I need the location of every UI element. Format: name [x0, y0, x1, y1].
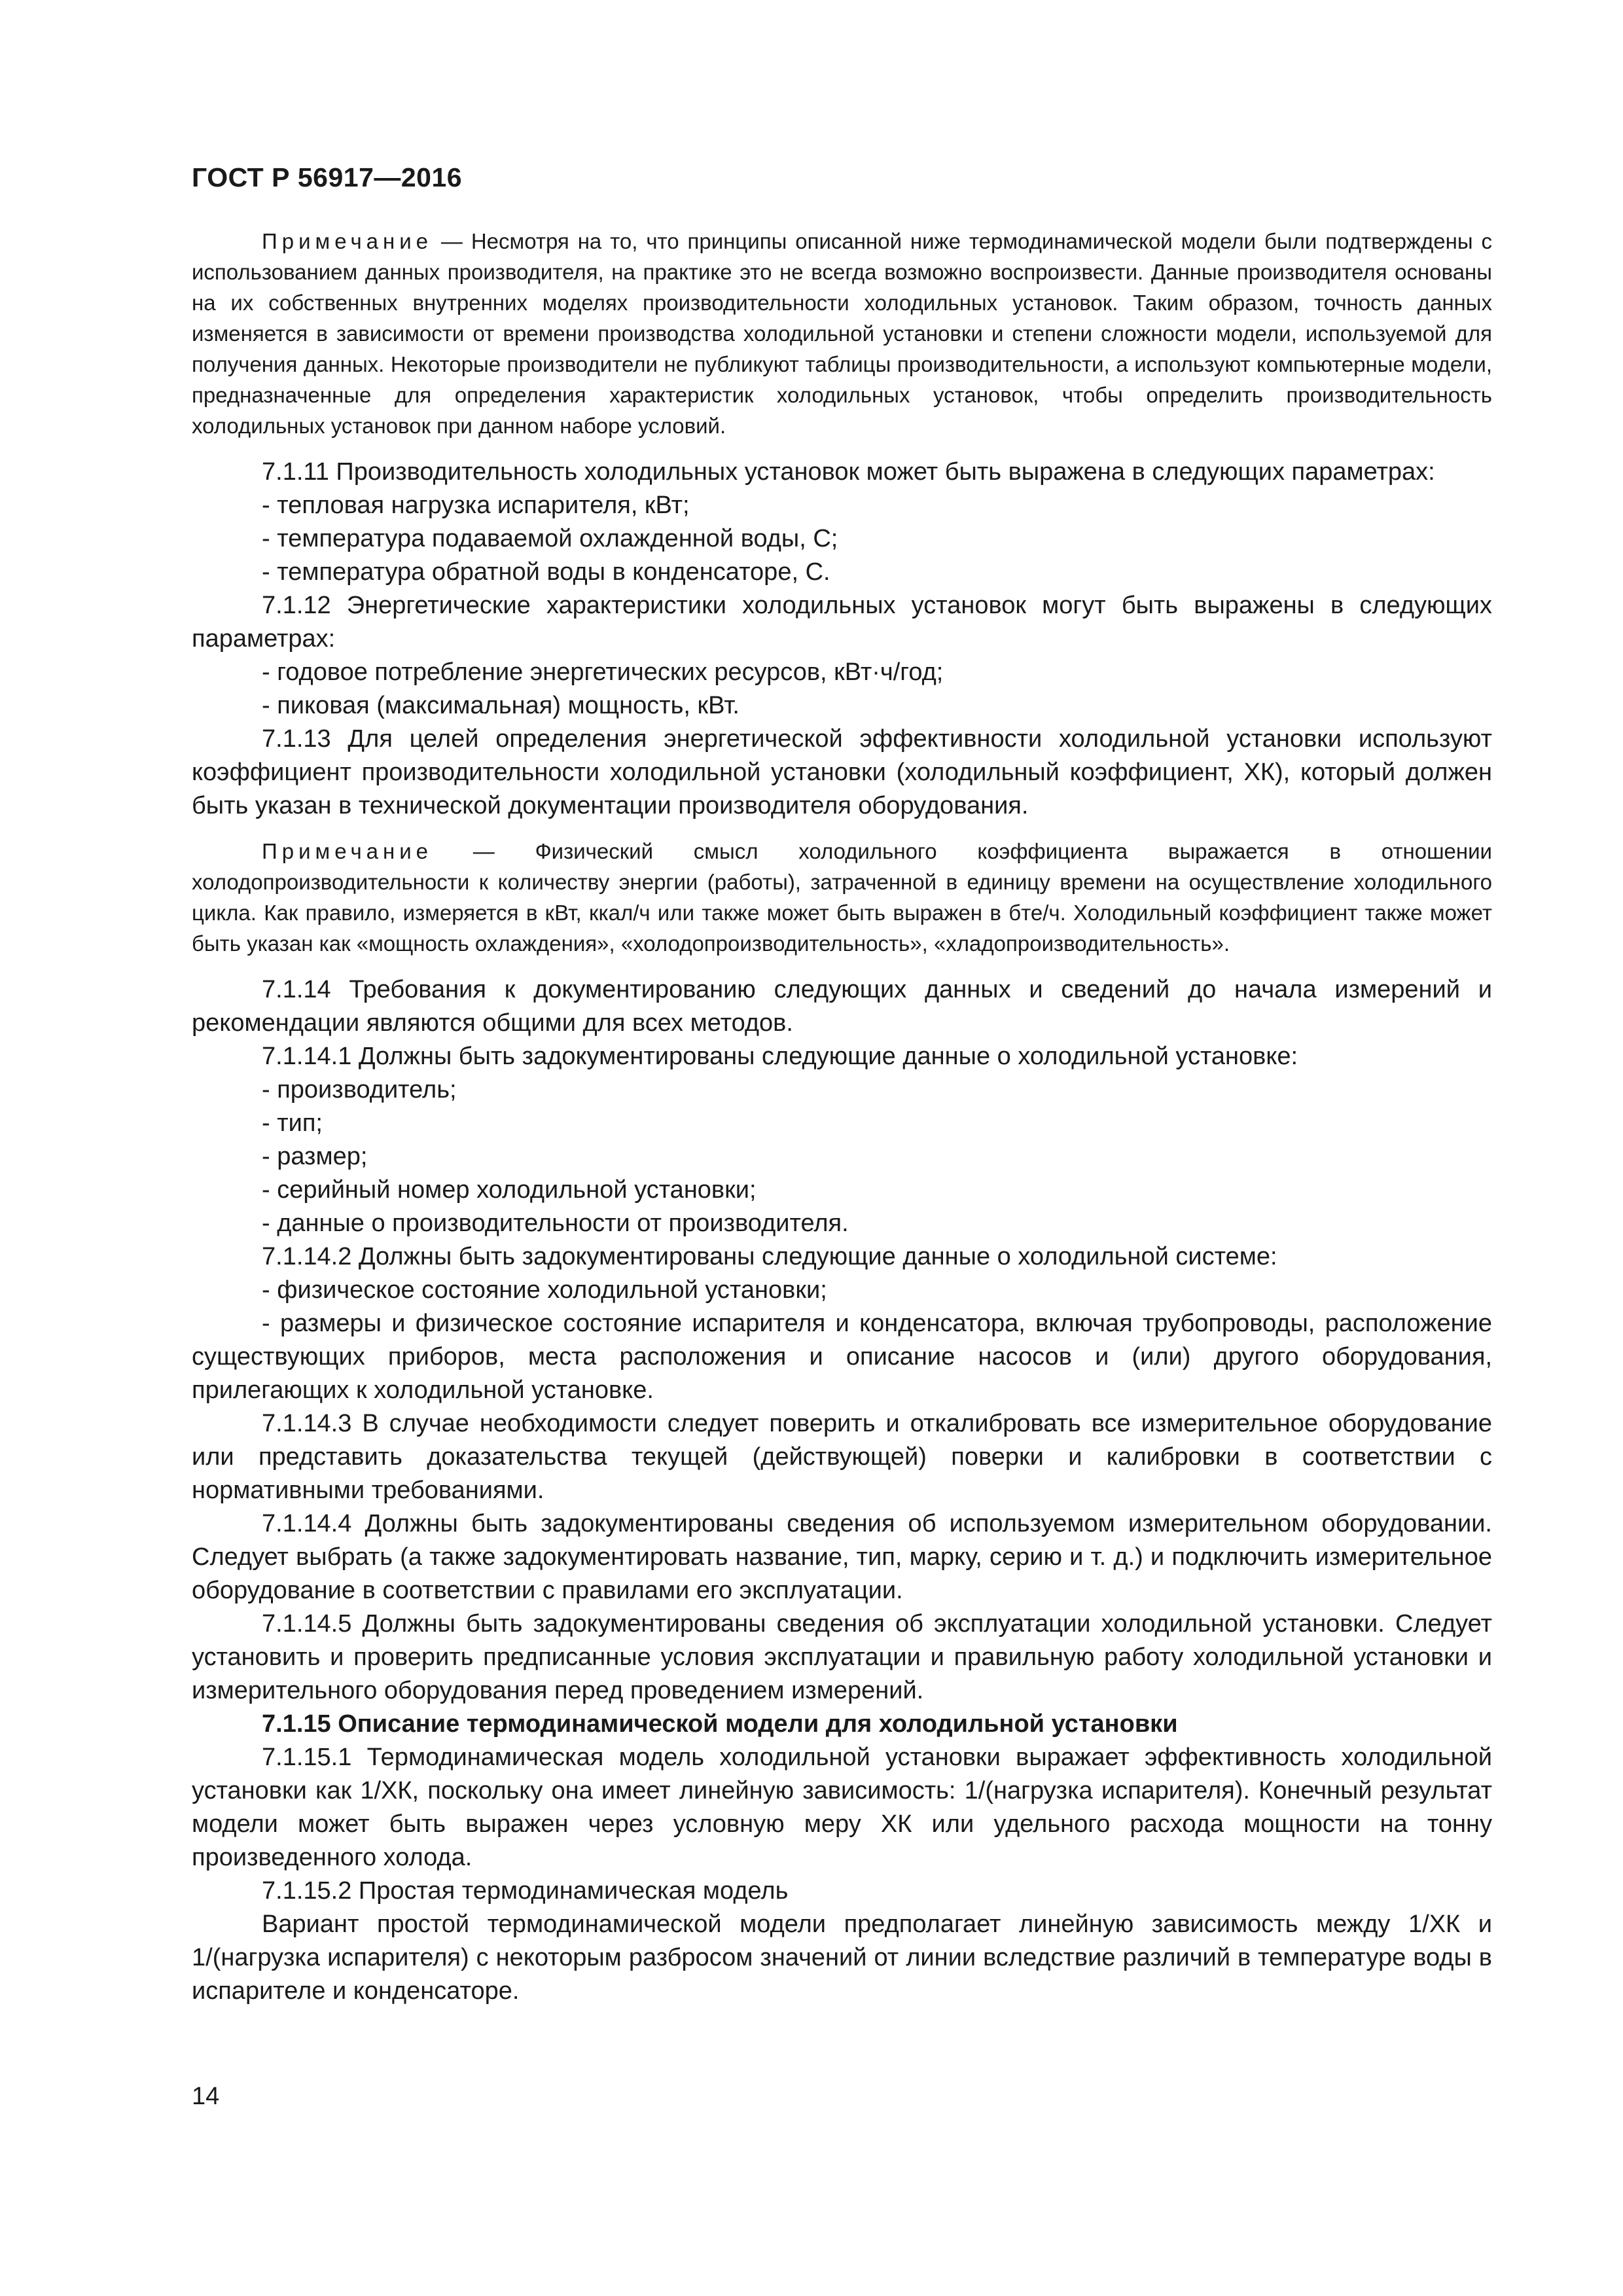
- section-7-1-14-1: 7.1.14.1 Должны быть задокументированы следующие данные о холодильной установке:: [262, 1043, 1298, 1070]
- section-7-1-13: 7.1.13 Для целей определения энергетической эффективности холодильной установки используют коэффициент производительности холодильной установки (холодильный коэффициент, ХК), который должен быть указан в технической документации производителя оборудования.: [192, 725, 1492, 819]
- list-item: - годовое потребление энергетических ресурсов, кВт·ч/год;: [262, 658, 944, 686]
- list-item: - данные о производительности от производителя.: [262, 1210, 849, 1237]
- list-item: - серийный номер холодильной установки;: [262, 1176, 757, 1204]
- note-lead: Примечание: [262, 229, 433, 253]
- section-7-1-14-4: 7.1.14.4 Должны быть задокументированы сведения об используемом измерительном оборудовании. Следует выбрать (а также задокументировать название, тип, марку, серию и т. д.) и подключить измерительное оборудование в соответствии с правилами его эксплуатации.: [192, 1510, 1492, 1604]
- list-item: - тепловая нагрузка испарителя, кВт;: [262, 492, 690, 519]
- section-7-1-14: 7.1.14 Требования к документированию следующих данных и сведений до начала измерений и рекомендации являются общими для всех методов.: [192, 976, 1492, 1037]
- list-item: - пиковая (максимальная) мощность, кВт.: [262, 692, 740, 719]
- note-paragraph: [192, 226, 1492, 441]
- list-item: - производитель;: [262, 1076, 457, 1103]
- list-item: - размеры и физическое состояние испарителя и конденсатора, включая трубопроводы, расположение существующих приборов, места расположения и описание насосов и (или) другого оборудования, прилегающих к холодильной установке.: [192, 1310, 1492, 1404]
- document-header: ГОСТ Р 56917—2016: [192, 162, 463, 192]
- section-7-1-15-1: 7.1.15.1 Термодинамическая модель холодильной установки выражает эффективность холодильной установки как 1/ХК, поскольку она имеет линейную зависимость: 1/(нагрузка испарителя). Конечный результат модели может быть выражен через условную меру ХК или удельного расхода мощности на тонну произведенного холода.: [192, 1744, 1492, 1871]
- section-7-1-14-2: 7.1.14.2 Должны быть задокументированы следующие данные о холодильной системе:: [262, 1243, 1277, 1270]
- section-7-1-11: 7.1.11 Производительность холодильных установок может быть выражена в следующих параметрах:: [262, 458, 1435, 486]
- section-7-1-12: 7.1.12 Энергетические характеристики холодильных установок могут быть выражены в следующих параметрах:: [192, 592, 1492, 653]
- note-text: — Несмотря на то, что принципы описанной ниже термодинамической модели были подтверждены с использованием данных производителя, на практике это не всегда возможно воспроизвести. Данные производителя основаны на их собственных внутренних моделях производительности холодильных установок. Таким образом, точность данных изменяется в зависимости от времени производства холодильной установки и степени сложности модели, используемой для получения данных. Некоторые производители не публикуют таблицы производительности, а используют компьютерные модели, предназначенные для определения характеристик холодильных установок, чтобы определить производительность холодильных установок при данном наборе условий.: [192, 229, 1492, 438]
- list-item: - температура обратной воды в конденсаторе, С.: [262, 558, 830, 586]
- document-body: [192, 226, 1492, 2008]
- section-7-1-15-heading: 7.1.15 Описание термодинамической модели для холодильной установки: [262, 1710, 1178, 1738]
- section-7-1-14-5: 7.1.14.5 Должны быть задокументированы сведения об эксплуатации холодильной установки. Следует установить и проверить предписанные условия эксплуатации и правильную работу холодильной установки и измерительного оборудования перед проведением измерений.: [192, 1610, 1492, 1704]
- list-item: - температура подаваемой охлажденной воды, С;: [262, 525, 838, 552]
- section-7-1-15-2-text: Вариант простой термодинамической модели предполагает линейную зависимость между 1/ХК и 1/(нагрузка испарителя) с некоторым разбросом значений от линии вследствие различий в температуре воды в испарителе и конденсаторе.: [192, 1910, 1492, 2005]
- list-item: - тип;: [262, 1109, 323, 1137]
- section-7-1-14-3: 7.1.14.3 В случае необходимости следует поверить и откалибровать все измерительное оборудование или представить доказательства текущей (действующей) поверки и калибровки в соответствии с нормативными требованиями.: [192, 1410, 1492, 1504]
- list-item: - физическое состояние холодильной установки;: [262, 1276, 827, 1304]
- page-number: 14: [192, 2083, 220, 2110]
- note-text: — Физический смысл холодильного коэффициента выражается в отношении холодопроизводительности к количеству энергии (работы), затраченной в единицу времени на осуществление холодильного цикла. Как правило, измеряется в кВт, ккал/ч или также может быть выражен в бте/ч. Холодильный коэффициент также может быть указан как «мощность охлаждения», «холодопроизводительность», «хладопроизводительность».: [192, 839, 1492, 956]
- section-7-1-15-2: 7.1.15.2 Простая термодинамическая модель: [262, 1877, 789, 1905]
- note-paragraph: [192, 836, 1492, 959]
- note-lead: Примечание: [262, 839, 433, 863]
- list-item: - размер;: [262, 1143, 368, 1170]
